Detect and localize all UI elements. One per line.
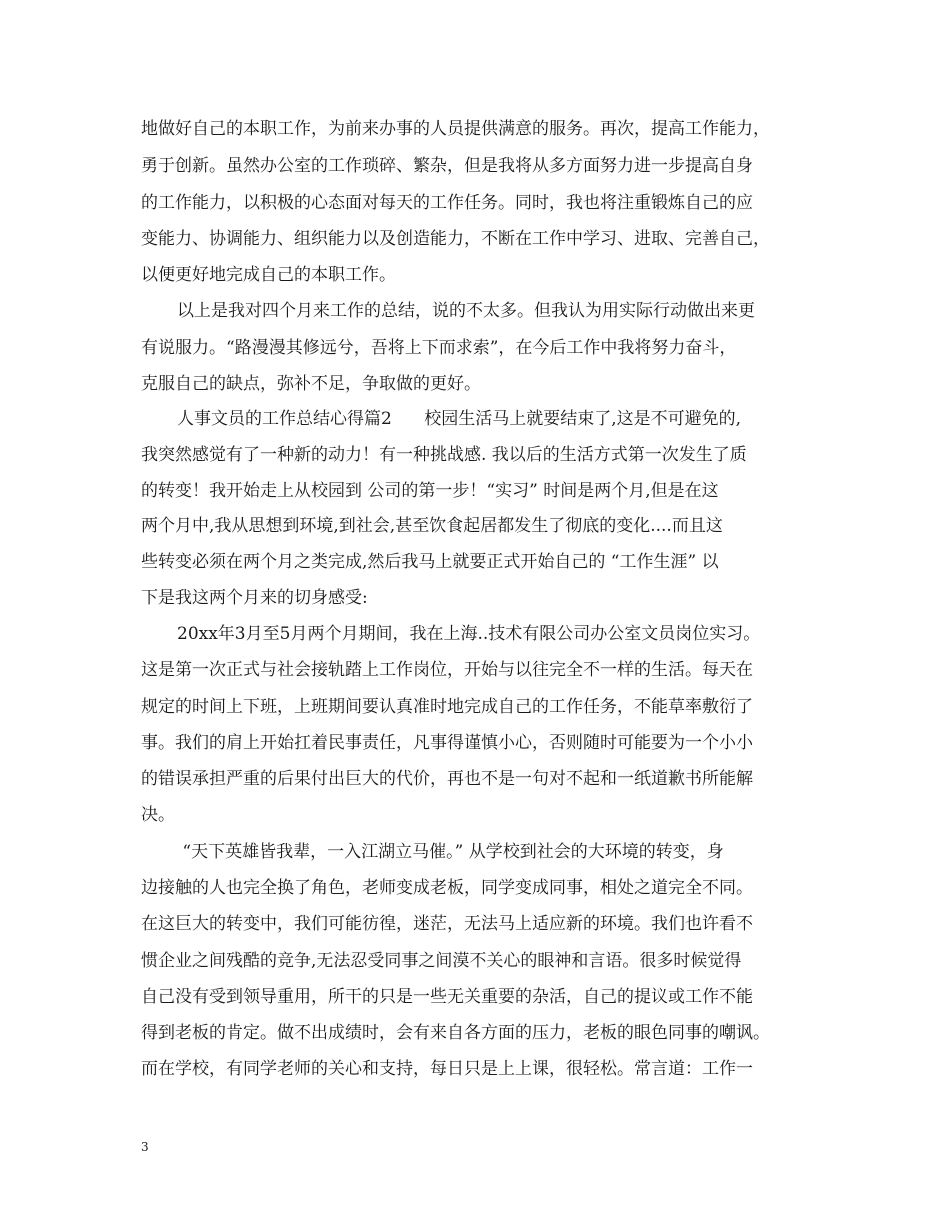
text-line: 以上是我对四个月来工作的总结，说的不太多。但我认为用实际行动做出来更 bbox=[177, 301, 755, 321]
text-line: 的转变！我开始走上从校园到 公司的第一步！“实习” 时间是两个月,但是在这 bbox=[141, 481, 719, 501]
text-line: 20xx年3月至5月两个月期间，我在上海..技术有限公司办公室文员岗位实习。 bbox=[177, 624, 761, 644]
text-line: 而在学校，有同学老师的关心和支持，每日只是上上课，很轻松。常言道：工作一 bbox=[141, 1059, 753, 1079]
text-line: 边接触的人也完全换了角色，老师变成老板，同学变成同事，相处之道完全不同。 bbox=[141, 878, 753, 898]
text-line: 的错误承担严重的后果付出巨大的代价，再也不是一句对不起和一纸道歉书所能解 bbox=[141, 769, 753, 789]
text-line: 这是第一次正式与社会接轨踏上工作岗位，开始与以往完全不一样的生活。每天在 bbox=[141, 660, 753, 680]
text-line: 下是我这两个月来的切身感受: bbox=[141, 588, 368, 608]
text-line: 惯企业之间残酷的竞争,无法忍受同事之间漠不关心的眼神和言语。很多时候觉得 bbox=[141, 951, 742, 971]
text-line: 有说服力。“路漫漫其修远兮，吾将上下而求索”，在今后工作中我将努力奋斗， bbox=[141, 338, 737, 358]
text-line: 我突然感觉有了一种新的动力！有一种挑战感. 我以后的生活方式第一次发生了质 bbox=[141, 445, 747, 465]
text-line: 以便更好地完成自己的本职工作。 bbox=[141, 265, 396, 285]
text-line: 事。我们的肩上开始扛着民事责任，凡事得谨慎小心，否则随时可能要为一个小小 bbox=[141, 733, 753, 753]
page-number: 3 bbox=[141, 1140, 149, 1154]
text-line: 决。 bbox=[141, 805, 175, 825]
text-line: 变能力、协调能力、组织能力以及创造能力，不断在工作中学习、进取、完善自己， bbox=[141, 229, 770, 249]
text-line: 自己没有受到领导重用，所干的只是一些无关重要的杂活，自己的提议或工作不能 bbox=[141, 987, 753, 1007]
text-line: 勇于创新。虽然办公室的工作琐碎、繁杂，但是我将从多方面努力进一步提高自身 bbox=[141, 156, 753, 176]
text-line: 些转变必须在两个月之类完成,然后我马上就要正式开始自己的 “工作生涯” 以 bbox=[141, 552, 719, 572]
text-line: 两个月中,我从思想到环境,到社会,甚至饮食起居都发生了彻底的变化....而且这 bbox=[141, 516, 723, 536]
text-line: 在这巨大的转变中，我们可能彷徨，迷茫，无法马上适应新的环境。我们也许看不 bbox=[141, 914, 753, 934]
text-line: 人事文员的工作总结心得篇2 校园生活马上就要结束了,这是不可避免的, bbox=[177, 409, 742, 429]
text-line: 的工作能力，以积极的心态面对每天的工作任务。同时，我也将注重锻炼自己的应 bbox=[141, 193, 753, 213]
text-line: 规定的时间上下班，上班期间要认真准时地完成自己的工作任务，不能草率敷衍了 bbox=[141, 697, 753, 717]
text-line: “天下英雄皆我辈，一入江湖立马催。” 从学校到社会的大环境的转变，身 bbox=[177, 842, 724, 862]
text-line: 克服自己的缺点，弥补不足，争取做的更好。 bbox=[141, 374, 481, 394]
text-line: 地做好自己的本职工作，为前来办事的人员提供满意的服务。再次，提高工作能力， bbox=[141, 119, 770, 139]
text-line: 得到老板的肯定。做不出成绩时，会有来自各方面的压力，老板的眼色同事的嘲讽。 bbox=[141, 1023, 770, 1043]
